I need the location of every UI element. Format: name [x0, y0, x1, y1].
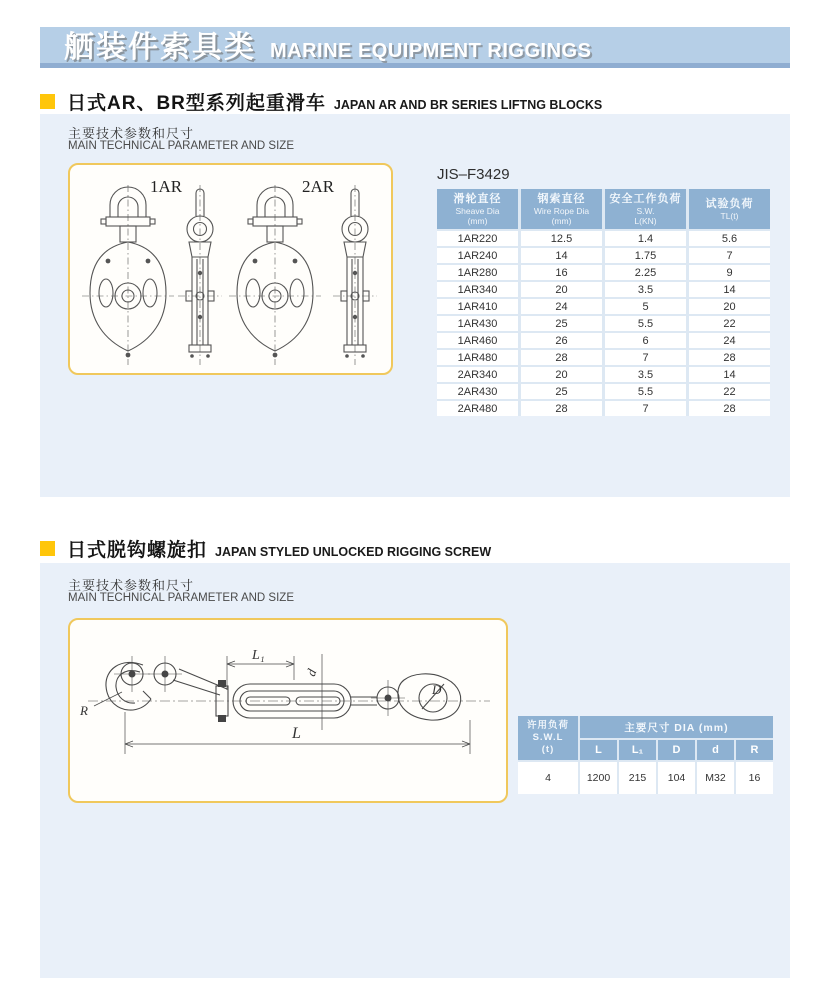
table2-cell: 1200 — [580, 762, 617, 794]
diagram-label-1ar: 1AR — [150, 177, 183, 196]
dim-label-d: d — [303, 666, 320, 679]
table-cell: 28 — [689, 401, 770, 416]
table-cell: 20 — [521, 282, 602, 297]
section1-header — [40, 88, 602, 115]
table2-subheader-L1: L₁ — [619, 740, 656, 760]
blocks-drawing-box — [68, 163, 393, 375]
table-cell: 22 — [689, 384, 770, 399]
section-bullet-icon — [40, 94, 55, 109]
table-cell: 16 — [521, 265, 602, 280]
dim-label-l: L — [292, 725, 301, 742]
dim-label-l1: L₁ — [252, 648, 265, 663]
table-cell: 25 — [521, 316, 602, 331]
table-cell: 7 — [689, 248, 770, 263]
table-cell: 5.6 — [689, 231, 770, 246]
section1-title-en: JAPAN AR AND BR SERIES LIFTNG BLOCKS — [333, 98, 603, 112]
table-cell: 1AR460 — [437, 333, 518, 348]
section1-subtitle-zh: 主要技术参数和尺寸 — [68, 126, 195, 141]
rigging-screw-parameter-table — [518, 716, 773, 794]
table-header-sheave-dia: 滑轮直径 Sheave Dia (mm) — [437, 189, 518, 229]
table2-cell: 4 — [518, 762, 578, 794]
table-cell: 2AR340 — [437, 367, 518, 382]
table-cell: 12.5 — [521, 231, 602, 246]
table-cell: 1AR220 — [437, 231, 518, 246]
table2-cell: 104 — [658, 762, 695, 794]
table-cell: 1.75 — [605, 248, 686, 263]
table-cell: 2AR430 — [437, 384, 518, 399]
section-bullet-icon — [40, 541, 55, 556]
table-cell: 1.4 — [605, 231, 686, 246]
rigging-screw-drawing-box — [68, 618, 508, 803]
table-cell: 1AR280 — [437, 265, 518, 280]
table-cell: 14 — [689, 282, 770, 297]
banner-title-en: MARINE EQUIPMENT RIGGINGS — [270, 40, 592, 62]
table-cell: 1AR430 — [437, 316, 518, 331]
table-cell: 2AR480 — [437, 401, 518, 416]
table-cell: 5 — [605, 299, 686, 314]
standard-code-label: JIS–F3429 — [437, 166, 510, 183]
section2-title-en: JAPAN STYLED UNLOCKED RIGGING SCREW — [215, 545, 492, 559]
table-cell: 28 — [521, 350, 602, 365]
table-cell: 20 — [521, 367, 602, 382]
section2-panel — [40, 563, 790, 978]
dim-label-big-d: D — [432, 682, 442, 697]
table-cell: 5.5 — [605, 384, 686, 399]
table2-subheader-d: d — [697, 740, 734, 760]
table2-subheader-R: R — [736, 740, 773, 760]
table2-cell: 215 — [619, 762, 656, 794]
table-cell: 7 — [605, 350, 686, 365]
table-cell: 7 — [605, 401, 686, 416]
table-cell: 6 — [605, 333, 686, 348]
table-cell: 3.5 — [605, 282, 686, 297]
table-cell: 24 — [689, 333, 770, 348]
table2-header-dimensions: 主要尺寸 DIA (mm) — [580, 716, 773, 738]
table-cell: 5.5 — [605, 316, 686, 331]
blocks-parameter-table — [437, 189, 770, 416]
section2-subtitle-en: MAIN TECHNICAL PARAMETER AND SIZE — [68, 592, 294, 604]
table2-header-swl: 许用负荷 S.W.L (t) — [518, 716, 578, 760]
section2-title-zh: 日式脱钩螺旋扣 — [67, 540, 208, 561]
table2-subheader-L: L — [580, 740, 617, 760]
dim-label-r: R — [80, 703, 88, 718]
table-cell: 1AR240 — [437, 248, 518, 263]
section1-title-zh: 日式AR、BR型系列起重滑车 — [67, 93, 326, 114]
section1-panel — [40, 114, 790, 497]
table-cell: 3.5 — [605, 367, 686, 382]
table-cell: 28 — [689, 350, 770, 365]
table-cell: 9 — [689, 265, 770, 280]
rigging-screw-technical-drawing — [70, 620, 506, 801]
table-cell: 28 — [521, 401, 602, 416]
table-cell: 2.25 — [605, 265, 686, 280]
table-cell: 26 — [521, 333, 602, 348]
table-cell: 22 — [689, 316, 770, 331]
table-cell: 20 — [689, 299, 770, 314]
table2-subheader-D: D — [658, 740, 695, 760]
table-cell: 25 — [521, 384, 602, 399]
lifting-blocks-technical-drawing — [70, 165, 391, 373]
table-cell: 1AR480 — [437, 350, 518, 365]
table-header-swl: 安全工作负荷 S.W. L(KN) — [605, 189, 686, 229]
table-cell: 24 — [521, 299, 602, 314]
table-cell: 14 — [521, 248, 602, 263]
diagram-label-2ar: 2AR — [302, 177, 335, 196]
table-cell: 14 — [689, 367, 770, 382]
section1-subtitle-en: MAIN TECHNICAL PARAMETER AND SIZE — [68, 140, 294, 152]
banner-title-zh: 舾装件索具类 — [64, 31, 256, 64]
table-header-wire-rope-dia: 钢索直径 Wire Rope Dia (mm) — [521, 189, 602, 229]
table-header-test-load: 试验负荷 TL(t) — [689, 189, 770, 229]
page-banner — [40, 27, 790, 68]
table2-cell: M32 — [697, 762, 734, 794]
section2-header — [40, 535, 491, 562]
section2-subtitle-zh: 主要技术参数和尺寸 — [68, 578, 195, 593]
table2-cell: 16 — [736, 762, 773, 794]
table-cell: 1AR340 — [437, 282, 518, 297]
table-cell: 1AR410 — [437, 299, 518, 314]
